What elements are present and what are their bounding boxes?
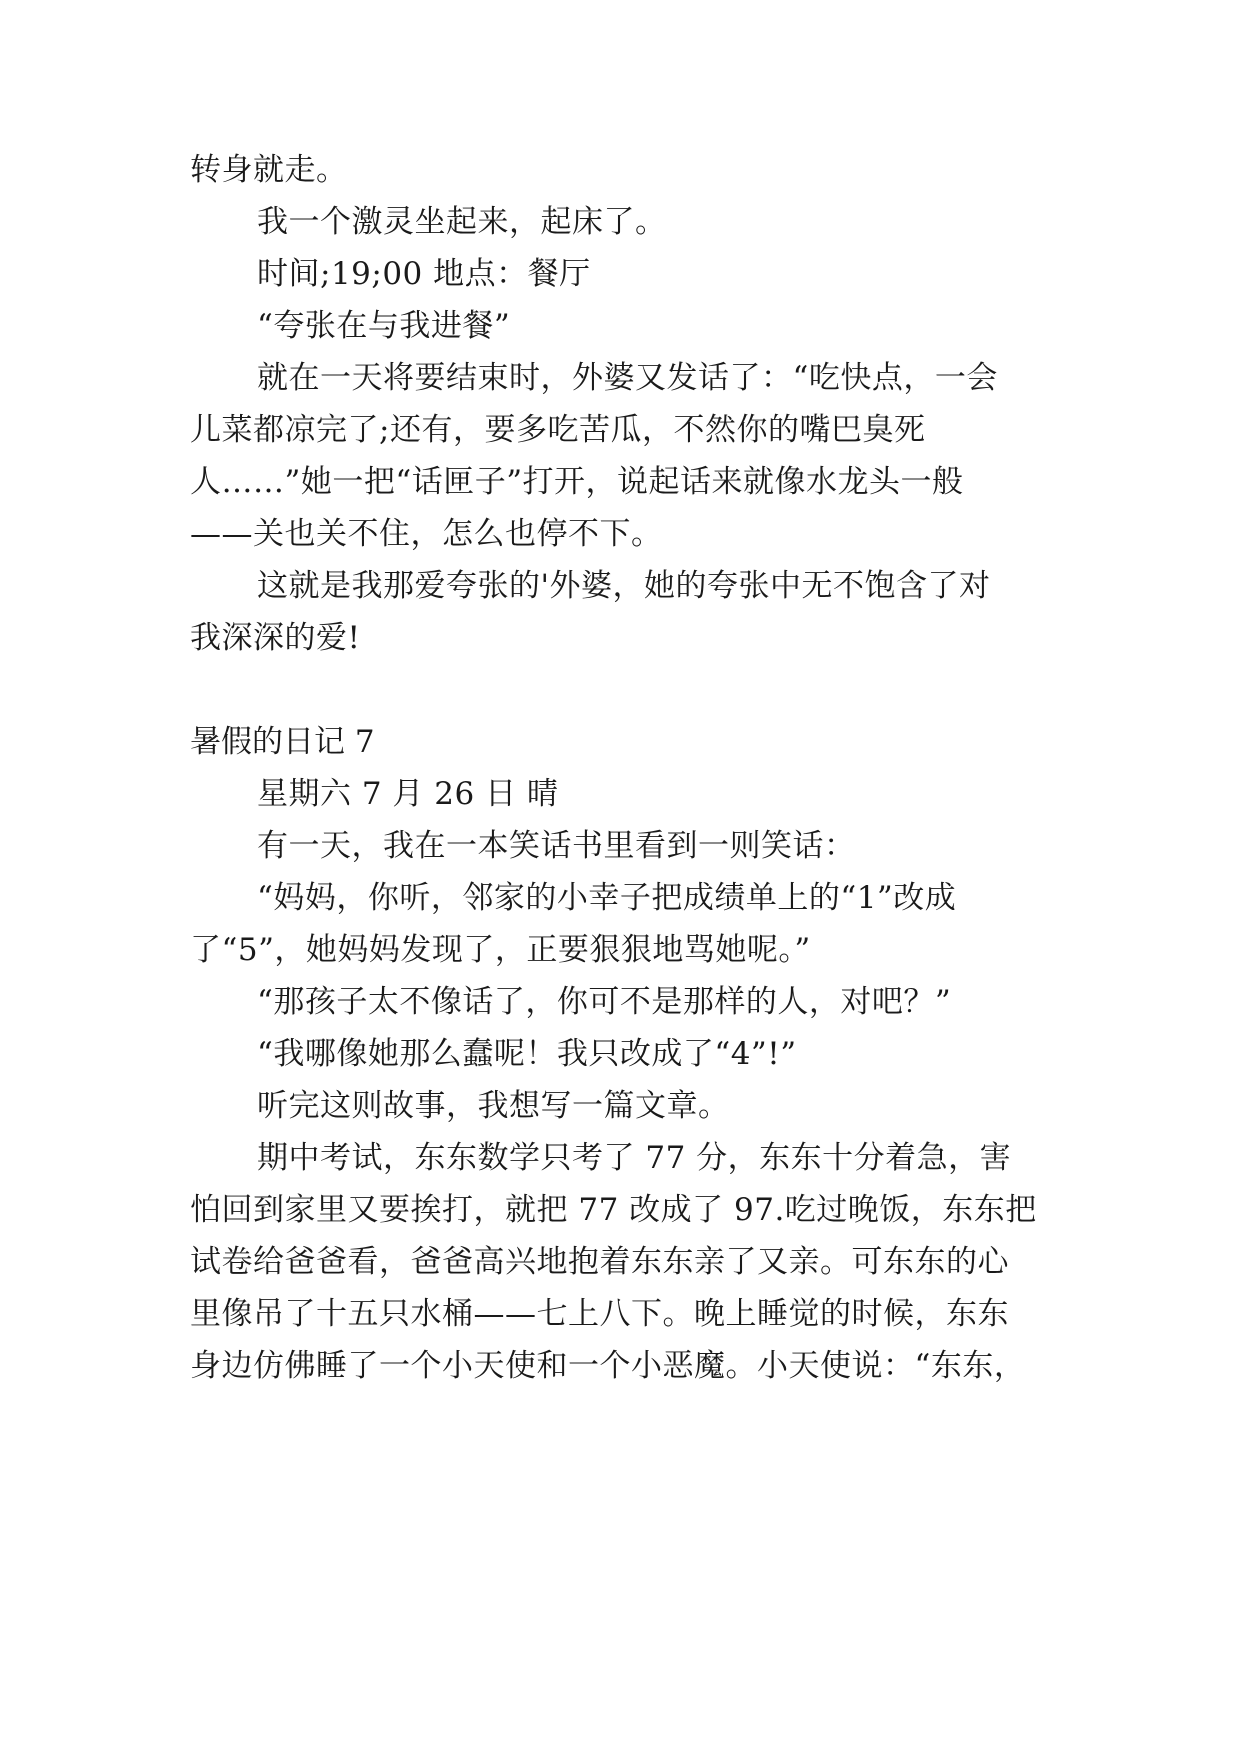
paragraph-line: 听完这则故事，我想写一篇文章。 [257, 1088, 730, 1124]
paragraph-line: 人……”她一把“话匣子”打开，说起话来就像水龙头一般 [190, 464, 964, 500]
paragraph-line: 儿菜都凉完了;还有，要多吃苦瓜，不然你的嘴巴臭死 [190, 412, 926, 448]
paragraph-line: 我深深的爱! [190, 620, 361, 656]
paragraph-line: 我一个激灵坐起来，起床了。 [257, 204, 667, 240]
paragraph-line: 期中考试，东东数学只考了 77 分，东东十分着急，害 [257, 1140, 1012, 1176]
paragraph-line: 有一天，我在一本笑话书里看到一则笑话： [257, 828, 856, 864]
paragraph-line: 时间;19;00 地点：餐厅 [257, 256, 591, 292]
paragraph-line: 这就是我那爱夸张的'外婆，她的夸张中无不饱含了对 [257, 568, 991, 604]
section-title: 暑假的日记 7 [190, 724, 375, 760]
paragraph-line: “妈妈，你听，邻家的小幸子把成绩单上的“1”改成 [257, 880, 957, 916]
paragraph-line: “夸张在与我进餐” [257, 308, 511, 344]
paragraph-line: 怕回到家里又要挨打，就把 77 改成了 97.吃过晚饭，东东把 [190, 1192, 1037, 1228]
paragraph-line: 里像吊了十五只水桶——七上八下。晚上睡觉的时候，东东 [190, 1296, 1009, 1332]
paragraph-line: “那孩子太不像话了，你可不是那样的人，对吧？” [257, 984, 952, 1020]
paragraph-line: 身边仿佛睡了一个小天使和一个小恶魔。小天使说：“东东， [190, 1348, 1026, 1384]
paragraph-line: 了“5”，她妈妈发现了，正要狠狠地骂她呢。” [190, 932, 811, 968]
paragraph-line: “我哪像她那么蠢呢！我只改成了“4”!” [257, 1036, 797, 1072]
paragraph-line: 星期六 7 月 26 日 晴 [257, 776, 559, 812]
paragraph-line: ——关也关不住，怎么也停不下。 [190, 516, 663, 552]
paragraph-line: 转身就走。 [190, 152, 348, 188]
paragraph-line: 就在一天将要结束时，外婆又发话了：“吃快点，一会 [257, 360, 998, 396]
paragraph-line: 试卷给爸爸看，爸爸高兴地抱着东东亲了又亲。可东东的心 [190, 1244, 1009, 1280]
